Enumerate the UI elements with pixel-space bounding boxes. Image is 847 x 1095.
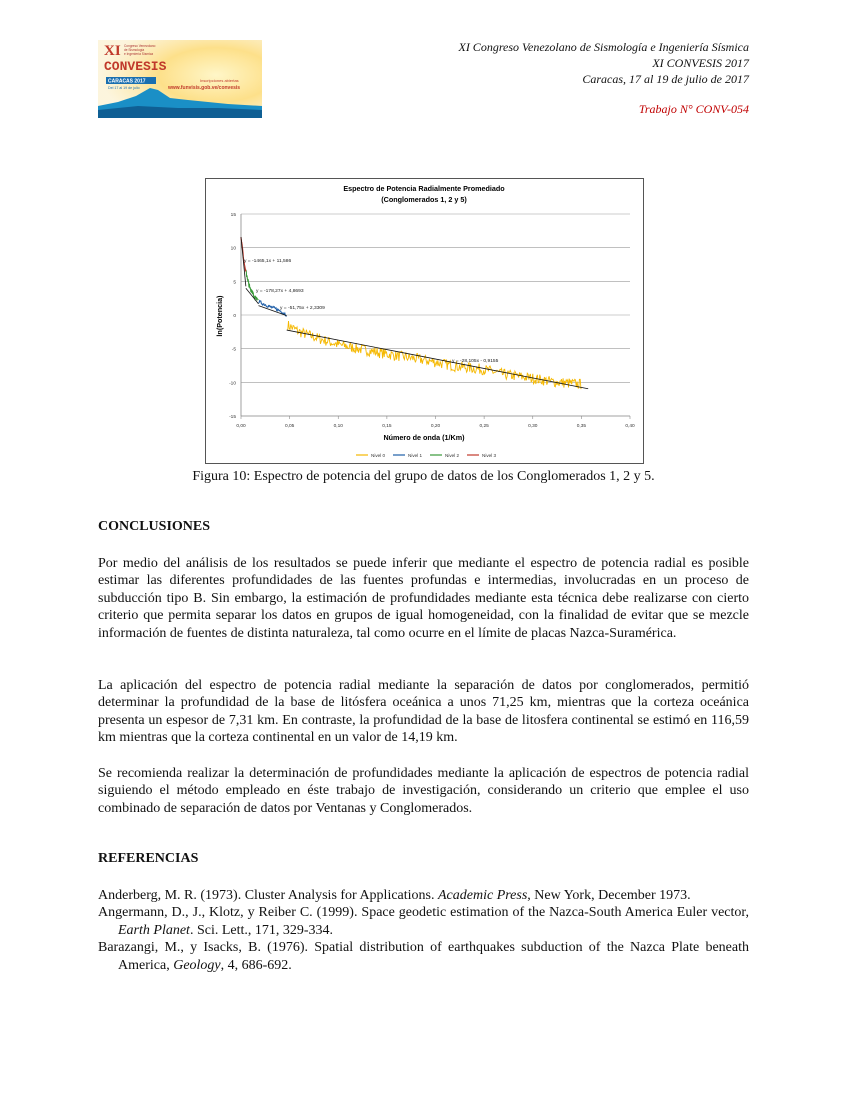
y-axis-label: ln(Potencia) <box>215 295 224 337</box>
header-congress: XI Congreso Venezolano de Sismología e Ingeniería Sísmica <box>458 40 749 54</box>
x-tick-label: 0,10 <box>333 424 343 429</box>
legend-label: Nivel 0 <box>371 453 386 458</box>
reference-item: Anderberg, M. R. (1973). Cluster Analysis for Applications. Academic Press, New York, December 1973. <box>98 888 691 903</box>
legend-label: Nivel 1 <box>408 453 423 458</box>
x-tick-label: 0,40 <box>625 424 635 429</box>
power-spectrum-figure <box>205 178 644 464</box>
trendline-equation: y = -28,105x - 0,9155 <box>452 359 499 364</box>
y-tick-label: 15 <box>230 213 236 218</box>
reference-item: Barazangi, M., y Isacks, B. (1976). Spatial distribution of earthquakes subduction of the Nazca Plate beneath America, Geology, 4, 686-692. <box>98 940 749 973</box>
y-tick-label: 10 <box>230 246 236 252</box>
trendline-equation: y = -178,27x + 4,8693 <box>256 289 304 294</box>
y-tick-label: 0 <box>233 314 236 319</box>
x-tick-label: 0,20 <box>430 424 441 429</box>
logo-dates: Del 17 al 19 de julio <box>108 86 140 90</box>
y-tick-label: -5 <box>231 347 236 353</box>
conclusiones-heading: CONCLUSIONES <box>98 519 211 534</box>
x-tick-label: 0,00 <box>236 424 246 429</box>
series-line-nivel-2 <box>246 270 258 300</box>
x-tick-label: 0,35 <box>576 424 587 429</box>
trendline-equation: y = -51,75x + 2,3309 <box>280 306 325 311</box>
legend-label: Nivel 3 <box>482 453 497 458</box>
trendline-equation: y = -1465,1x + 11,586 <box>244 259 292 264</box>
y-tick-label: -15 <box>229 415 236 420</box>
y-tick-label: -10 <box>229 381 236 387</box>
chart-title: Espectro de Potencia Radialmente Promediado <box>343 184 505 193</box>
logo-tagline-3: e Ingeniería Sísmica <box>124 52 154 56</box>
logo-registration: Inscripciones abiertas <box>200 78 239 83</box>
conclusion-paragraph-1: Por medio del análisis de los resultados se puede inferir que mediante el espectro de potencia radial es posible estimar las diferentes profundidades de las fuentes profundas e intermedias, involucradas en un proceso de subducción tipo B. Sin embargo, la estimación de profundidades mediante esta técnica debe realizarse con cierto criterio que permita separar los datos en grupos de igual homogeneidad, con la finalidad de evitar que se mezcle información de fuentes de distinta naturaleza, tal como ocurre en el límite de placas Nazca-Suramérica. <box>98 556 749 641</box>
x-tick-label: 0,30 <box>528 424 538 429</box>
logo-name: CONVESIS <box>104 59 167 74</box>
logo-url: www.funvisis.gob.ve/convesis <box>168 85 241 91</box>
power-spectrum-chart <box>206 179 643 463</box>
chart-subtitle: (Conglomerados 1, 2 y 5) <box>381 195 467 204</box>
logo-roman: XI <box>104 43 121 59</box>
logo-tagline-1: Congreso Venezolano <box>124 44 156 48</box>
header-paper-id: Trabajo N° CONV-054 <box>638 102 749 116</box>
legend-label: Nivel 2 <box>445 453 460 458</box>
trendline <box>287 330 588 389</box>
figure-caption: Figura 10: Espectro de potencia del grupo de datos de los Conglomerados 1, 2 y 5. <box>192 469 655 484</box>
conclusion-paragraph-2: La aplicación del espectro de potencia radial mediante la separación de datos por conglomerados, permitió determinar la profundidad de la base de litósfera oceánica a unos 71,25 km, mientras que la corteza oceánica presenta un espesor de 7,31 km. En contraste, la profundidad de la base de litosfera continental se estimó en 116,59 km mientras que la corteza continental en un valor de 14,19 km. <box>98 678 749 746</box>
x-tick-label: 0,15 <box>382 424 392 429</box>
logo-city-year: CARACAS 2017 <box>108 78 146 85</box>
convesis-logo <box>98 40 262 118</box>
referencias-heading: REFERENCIAS <box>98 851 199 866</box>
x-axis-label: Número de onda (1/Km) <box>383 433 465 442</box>
conclusion-paragraph-3: Se recomienda realizar la determinación de profundidades mediante la aplicación de espectros de potencia radial siguiendo el método empleado en éste trabajo de investigación, considerando un criterio que emplee el uso combinado de separación de datos por Ventanas y Conglomerados. <box>98 766 749 816</box>
x-tick-label: 0,05 <box>284 424 295 429</box>
reference-item: Angermann, D., J., Klotz, y Reiber C. (1999). Space geodetic estimation of the Nazca-South America Euler vector, Earth Planet. Sci. Lett., 171, 329-334. <box>98 905 749 938</box>
x-tick-label: 0,25 <box>479 424 489 429</box>
header-edition: XI CONVESIS 2017 <box>652 56 749 70</box>
logo-tagline-2: de Sismología <box>124 48 145 52</box>
header-place-date: Caracas, 17 al 19 de julio de 2017 <box>582 72 749 86</box>
y-tick-label: 5 <box>233 280 236 286</box>
reference-list <box>98 887 749 974</box>
conference-header <box>458 39 749 117</box>
